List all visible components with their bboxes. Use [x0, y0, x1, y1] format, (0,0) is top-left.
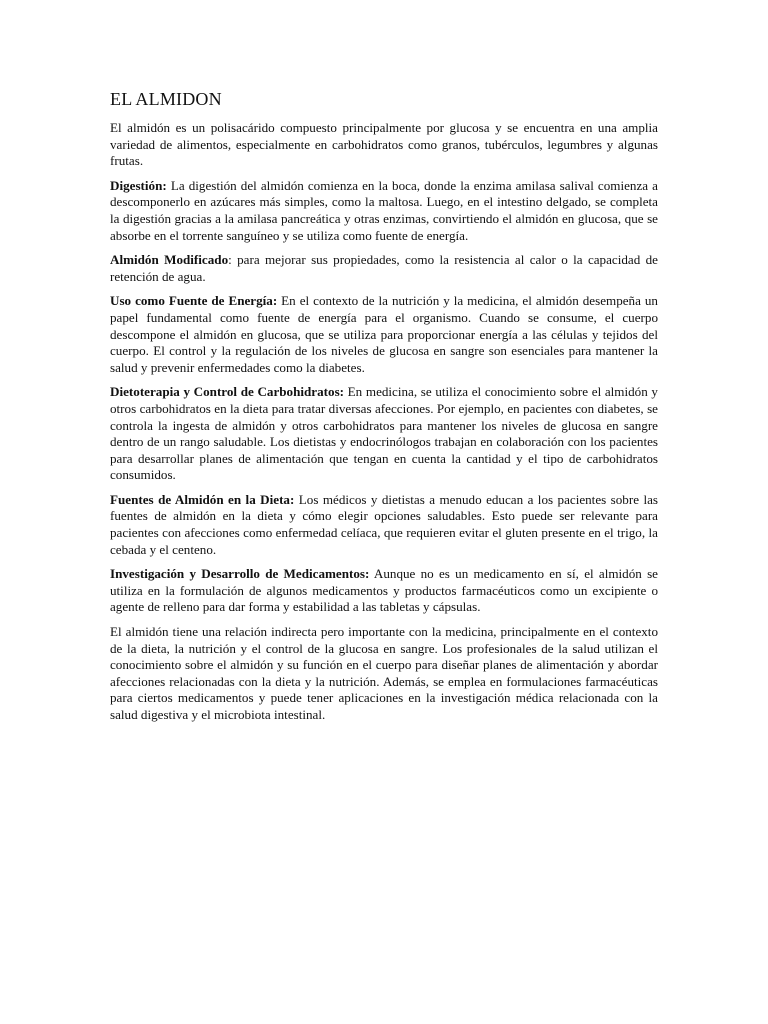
paragraph-text: En medicina, se utiliza el conocimiento sobre el almidón y otros carbohidratos en la dieta para tratar diversas afecciones. Por ejemplo, en pacientes con diabetes, se controla la ingesta de almidón y otros carbohidratos para mantener los niveles de glucosa en sangre dentro de un rango saludable. Los dietistas y endocrinólogos trabajan en colaboración con los pacientes para desarrollar planes de alimentación que tengan en cuenta la cantidad y el tipo de carbohidratos consumidos. [110, 384, 658, 483]
paragraph-heading: Uso como Fuente de Energía: [110, 293, 278, 309]
paragraph-heading: Almidón Modificado [110, 252, 229, 268]
paragraph-heading: Fuentes de Almidón en la Dieta: [110, 491, 295, 507]
document-title: EL ALMIDON [110, 89, 222, 109]
paragraph-heading: Digestión: [110, 177, 167, 193]
paragraph-diet-therapy [110, 384, 658, 484]
paragraph-drug-development [110, 566, 658, 616]
paragraph-heading: Dietoterapia y Control de Carbohidratos: [110, 384, 345, 400]
paragraph-text: La digestión del almidón comienza en la boca, donde la enzima amilasa salival comienza a descomponerlo en azúcares más simples, como la maltosa. Luego, en el intestino delgado, se completa la digestión gracias a la amilasa pancreática y otras enzimas, convirtiendo el almidón en glucosa, que se absorbe en el torrente sanguíneo y se utiliza como fuente de energía. [110, 177, 658, 243]
paragraph-text: En el contexto de la nutrición y la medicina, el almidón desempeña un papel fundamental como fuente de energía para el organismo. Cuando se consume, el cuerpo descompone el almidón en glucosa, que se utiliza para proporcionar energía a las células y tejidos del cuerpo. El control y la regulación de los niveles de glucosa en sangre son esenciales para mantener la salud y prevenir enfermedades como la diabetes. [110, 293, 658, 375]
paragraph-modified-starch [110, 252, 658, 285]
paragraph-starch-sources [110, 492, 658, 558]
paragraph-energy-source [110, 293, 658, 376]
paragraph-text: Los médicos y dietistas a menudo educan a los pacientes sobre las fuentes de almidón en la dieta y cómo elegir opciones saludables. Esto puede ser relevante para pacientes con afecciones como enfermedad celíaca, que requieren evitar el gluten presente en el trigo, la cebada y el centeno. [110, 491, 658, 557]
paragraph-text: Aunque no es un medicamento en sí, el almidón se utiliza en la formulación de algunos medicamentos y productos farmacéuticos como un excipiente o agente de relleno para dar forma y estabilidad a las tabletas y cápsulas. [110, 566, 658, 615]
paragraph-heading: Investigación y Desarrollo de Medicamentos: [110, 566, 370, 582]
paragraph-text: El almidón tiene una relación indirecta pero importante con la medicina, principalmente en el contexto de la dieta, la nutrición y el control de la glucosa en sangre. Los profesionales de la salud utilizan el conocimiento sobre el almidón y su función en el cuerpo para diseñar planes de alimentación y abordar afecciones relacionadas con la dieta y la nutrición. Además, se emplea en formulaciones farmacéuticas para ciertos medicamentos y puede tener aplicaciones en la investigación médica relacionada con la salud digestiva y el microbiota intestinal. [110, 624, 658, 722]
paragraph-digestion [110, 178, 658, 244]
paragraph-intro [110, 120, 658, 170]
paragraph-conclusion [110, 624, 658, 724]
paragraph-text: El almidón es un polisacárido compuesto principalmente por glucosa y se encuentra en una amplia variedad de alimentos, especialmente en carbohidratos como granos, tubérculos, legumbres y algunas frutas. [110, 120, 658, 169]
paragraph-text: : para mejorar sus propiedades, como la resistencia al calor o la capacidad de retención de agua. [110, 252, 658, 284]
